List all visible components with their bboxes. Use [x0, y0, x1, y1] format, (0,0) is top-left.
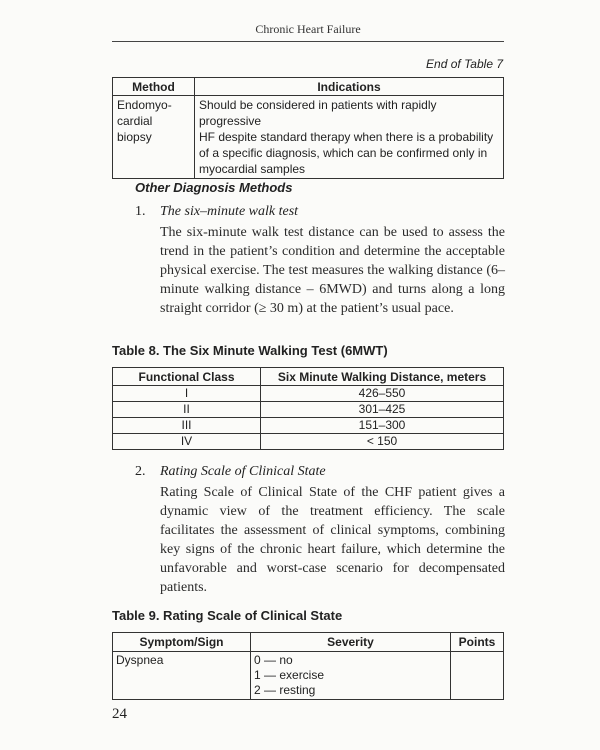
item-number: 1. — [135, 204, 146, 219]
table-row — [113, 434, 504, 450]
method-line: biopsy — [117, 130, 152, 144]
item-number: 2. — [135, 464, 146, 479]
indications-cell — [195, 96, 504, 179]
item-title: Rating Scale of Clinical State — [160, 464, 326, 479]
table-row — [113, 96, 504, 179]
functional-class-cell: IV — [113, 434, 261, 450]
method-cell — [113, 96, 195, 179]
column-header-severity: Severity — [251, 633, 451, 652]
column-header-indications: Indications — [195, 78, 504, 96]
page-number: 24 — [112, 706, 127, 722]
severity-option: 0 — no — [254, 653, 293, 667]
section-title: Other Diagnosis Methods — [135, 180, 293, 195]
table-row — [113, 386, 504, 402]
column-header-method: Method — [113, 78, 195, 96]
table-7 — [112, 77, 504, 179]
functional-class-cell: II — [113, 402, 261, 418]
running-header: Chronic Heart Failure — [255, 22, 361, 36]
distance-cell: 426–550 — [261, 386, 504, 402]
item-title: The six–minute walk test — [160, 204, 299, 219]
column-header-walking-distance: Six Minute Walking Distance, meters — [261, 368, 504, 386]
list-item-six-minute-walk — [135, 204, 505, 328]
indication-line: HF despite standard therapy when there is a probability — [199, 130, 494, 144]
column-header-functional-class: Functional Class — [113, 368, 261, 386]
functional-class-cell: I — [113, 386, 261, 402]
table-8 — [112, 367, 504, 450]
table-row — [113, 652, 504, 700]
indication-line: of a specific diagnosis, which can be confirmed only in — [199, 146, 488, 160]
list-item-rating-scale — [135, 464, 505, 595]
functional-class-cell: III — [113, 418, 261, 434]
item-body: The six-minute walk test distance can be used to assess the trend in the patient’s condition and determine the acceptable physical exercise. The test measures the walking distance (6–minute walking distance – 6MWD) and turns along a long straight corridor (≥ 30 m) at the patient’s usual pace. — [160, 225, 505, 316]
item-body: Rating Scale of Clinical State of the CHF patient gives a dynamic view of the treatment efficiency. The scale facilitates the assessment of clinical symptoms, combining key signs of the chronic heart failure, which determine the unfavorable and worst-case scenario for decompensated patients. — [160, 485, 505, 595]
table-row — [113, 418, 504, 434]
table-header-row — [113, 633, 504, 652]
table-header-row — [113, 78, 504, 96]
points-cell — [451, 652, 504, 700]
severity-cell — [251, 652, 451, 700]
severity-option: 1 — exercise — [254, 668, 325, 682]
severity-option: 2 — resting — [254, 683, 316, 697]
method-line: cardial — [117, 114, 153, 128]
table-row — [113, 402, 504, 418]
indication-line: Should be considered in patients with rapidly progressive — [199, 98, 437, 128]
column-header-symptom: Symptom/Sign — [113, 633, 251, 652]
table-continuation-note: End of Table 7 — [426, 57, 503, 71]
table-header-row — [113, 368, 504, 386]
table-9-caption: Table 9. Rating Scale of Clinical State — [112, 608, 343, 623]
column-header-points: Points — [451, 633, 504, 652]
symptom-cell: Dyspnea — [113, 652, 251, 700]
indication-line: myocardial samples — [199, 162, 306, 176]
table-9 — [112, 632, 504, 700]
distance-cell: 151–300 — [261, 418, 504, 434]
distance-cell: 301–425 — [261, 402, 504, 418]
distance-cell: < 150 — [261, 434, 504, 450]
table-8-caption: Table 8. The Six Minute Walking Test (6MWT) — [112, 343, 388, 358]
method-line: Endomyo- — [117, 98, 172, 112]
header-rule — [112, 41, 504, 42]
